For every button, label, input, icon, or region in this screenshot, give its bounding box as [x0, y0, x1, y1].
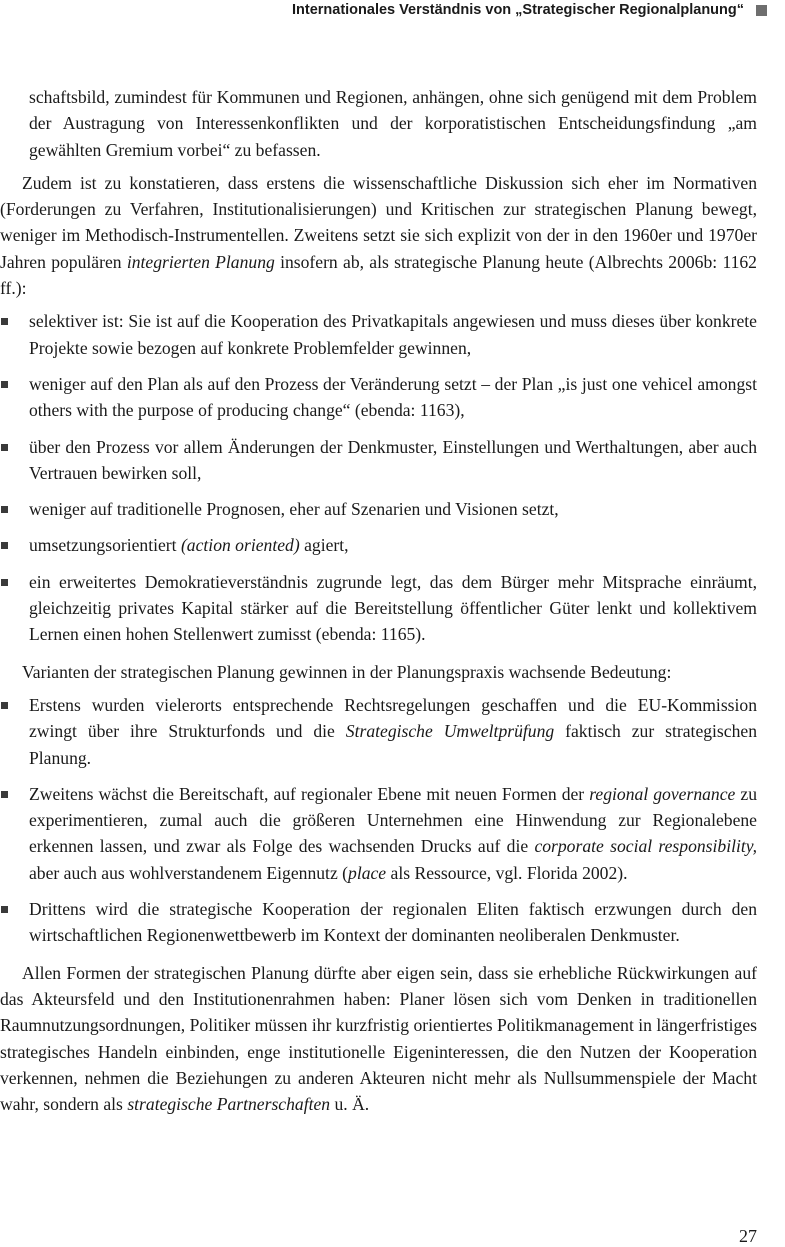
list-item-text: selektiver ist: Sie ist auf die Kooperation des Privatkapitals angewiesen und muss dieses über konkrete Projekte sowie bezogen auf konkrete Problemfelder gewinnen,: [29, 311, 757, 358]
bullet-square-icon: [1, 702, 8, 709]
bullet-square-icon: [1, 579, 8, 586]
list-item-text-c: aber auch aus wohlverstandenem Eigennutz (: [29, 862, 349, 883]
list-item: [0, 569, 757, 648]
list-item-text-a: Zweitens wächst die Bereitschaft, auf regionaler Ebene mit neuen Formen der: [29, 783, 590, 804]
running-head-square-icon: [756, 5, 767, 16]
list-item: [0, 308, 757, 361]
list-item-emphasis-csr: corporate social responsibility,: [534, 836, 757, 857]
list-item: [0, 371, 757, 424]
list-item: [0, 896, 757, 949]
list-item: [0, 496, 757, 522]
running-head-text: Internationales Verständnis von „Strategischer Regionalplanung“: [291, 2, 744, 18]
list-item-text: Drittens wird die strategische Kooperation der regionalen Eliten faktisch erzwungen durch den wirtschaftlichen Regionenwettbewerb im Kontext der dominanten neoliberalen Denkmuster.: [29, 899, 757, 946]
list-item: [0, 781, 757, 886]
list-item-emphasis: (action oriented): [180, 535, 300, 556]
list-item-emphasis-governance: regional governance: [589, 783, 736, 804]
list-item-text: weniger auf den Plan als auf den Prozess der Veränderung setzt – der Plan „is just one vehicel amongst others with the purpose of producing change“ (ebenda: 1163),: [29, 373, 757, 421]
list-item-text: ein erweitertes Demokratieverständnis zugrunde legt, das dem Bürger mehr Mitsprache einräumt, gleichzeitig privates Kapital stärker auf die Bereitstellung öffentlicher Güter lenkt und kollektivem Lernen einen hohen Stellenwert zumisst (ebenda: 1165).: [29, 571, 757, 645]
bullet-square-icon: [1, 906, 8, 913]
list-item-text-a: umsetzungsorientiert: [29, 535, 181, 556]
list-item-text-d: als Ressource, vgl. Florida 2002).: [386, 862, 628, 883]
bullet-square-icon: [1, 791, 8, 798]
paragraph-discussion-text-b: insofern ab, als strategische Planung heute (Albrechts 2006b: 1162 ff.):: [0, 251, 757, 299]
paragraph-variants: Varianten der strategischen Planung gewinnen in der Planungspraxis wachsende Bedeutung:: [22, 661, 672, 682]
list-item-text-b: faktisch zur strategischen Planung.: [29, 721, 757, 768]
bullet-square-icon: [1, 381, 8, 388]
paragraph-discussion-emphasis: integrierten Planung: [126, 251, 275, 272]
strategic-planning-list: [0, 308, 757, 647]
page-number: 27: [739, 1226, 757, 1246]
list-item-text-b: zu experimentieren, zumal auch die größeren Unternehmen eine Hinwendung zur Regionalebene erkennen lassen, und zwar als Folge des wachsenden Drucks auf die: [29, 783, 757, 857]
paragraph-conclusion-text-b: u. Ä.: [330, 1094, 370, 1115]
paragraph-conclusion: [0, 960, 757, 1118]
bullet-square-icon: [1, 318, 8, 325]
bullet-square-icon: [1, 506, 8, 513]
paragraph-continuation: schaftsbild, zumindest für Kommunen und Regionen, anhängen, ohne sich genügend mit dem Problem der Austragung von Interessenkonflikten und der korporatistischen Entscheidungsfindung „am gewählten Gremium vorbei“ zu befassen.: [29, 87, 757, 160]
list-item-text: über den Prozess vor allem Änderungen der Denkmuster, Einstellungen und Werthaltungen, aber auch Vertrauen bewirken soll,: [29, 436, 757, 483]
list-item: [0, 434, 757, 487]
paragraph-conclusion-emphasis: strategische Partnerschaften: [127, 1094, 331, 1115]
variants-list: [0, 692, 757, 949]
bullet-square-icon: [1, 444, 8, 451]
list-item: [0, 532, 757, 558]
list-item: [0, 692, 757, 771]
paragraph-discussion: [0, 170, 757, 301]
list-item-text: weniger auf traditionelle Prognosen, eher auf Szenarien und Visionen setzt,: [29, 499, 559, 520]
paragraph-discussion-text-a: Zudem ist zu konstatieren, dass erstens die wissenschaftliche Diskussion sich eher im Normativen (Forderungen zu Verfahren, Institutionalisierungen) und Kritischen zur strategischen Planung bewegt, weniger im Methodisch-Instrumentellen. Zweitens setzt sie sich explizit von der in den 1960er und 1970er Jahren populären: [0, 172, 757, 272]
bullet-square-icon: [1, 542, 8, 549]
paragraph-conclusion-text-a: Allen Formen der strategischen Planung dürfte aber eigen sein, dass sie erhebliche Rückwirkungen auf das Akteursfeld und den Institutionenrahmen haben: Planer lösen sich vom Denken in traditionellen Raumnutzungsordnungen, Politiker müssen ihr kurzfristig orientiertes Politikmanagement in längerfristiges strategisches Handeln einbinden, enge institutionelle Eigeninteressen, die den Nutzen der Kooperation verkennen, nehmen die Beziehungen zu anderen Akteuren nicht mehr als Nullsummenspiele der Macht wahr, sondern als: [0, 962, 757, 1115]
list-item-emphasis-place: place: [348, 862, 387, 883]
running-head: [292, 2, 767, 18]
list-item-text-a: Erstens wurden vielerorts entsprechende Rechtsregelungen geschaffen und die EU-Kommission zwingt über ihre Strukturfonds und die: [29, 694, 757, 742]
list-item-emphasis: Strategische Umweltprüfung: [345, 721, 555, 742]
list-item-text-b: agiert,: [299, 535, 349, 556]
page-body: [0, 84, 757, 1124]
